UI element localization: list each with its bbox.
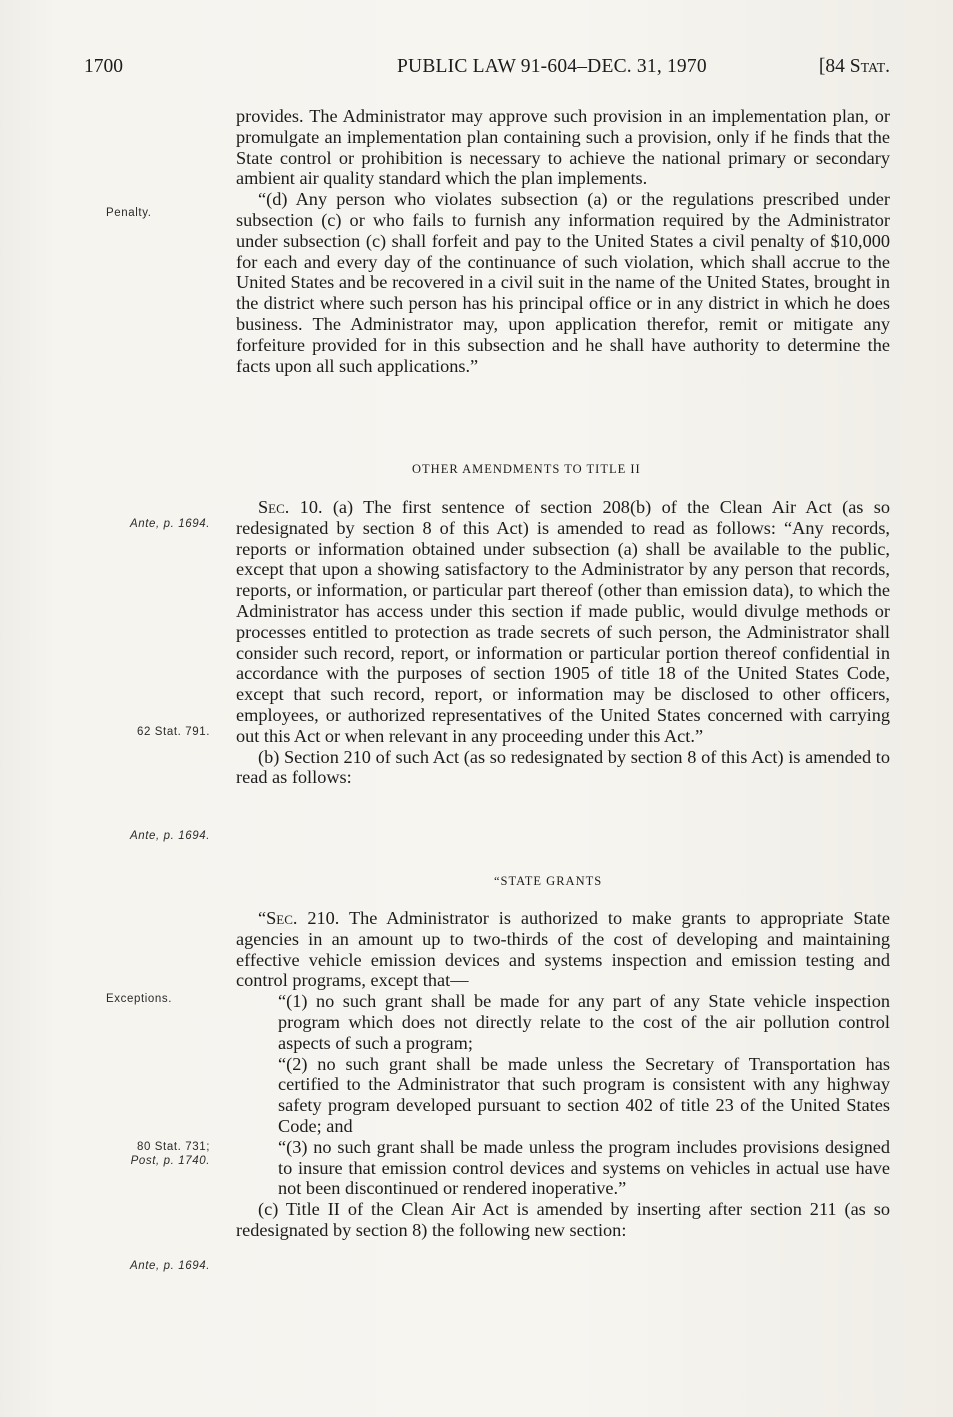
sec-10a-text: 10. (a) The first sentence of section 208(b) of the Clean Air Act (as so redesignated by section 8 of this Act) is amended to read as follows: “Any records, reports or information obtained under subsection (a) shall be available to the public, except that upon a showing satisfactory to the Administrator by any person that records, reports, or information, or particular part thereof (other than emission data), to which the Administrator has access under this section if made public, would divulge methods or processes entitled to protection as trade secrets of such person, the Administrator shall consider such record, report, or information or particular portion thereof confidential in accordance with the purposes of section 1905 of title 18 of the United States Code, except that such record, report, or information may be disclosed to other officers, employees, or authorized representatives of the United States concerned with carrying out this Act or when relevant in any proceeding under this Act.” xyxy=(236,497,890,746)
paragraph-sec-210 xyxy=(236,908,890,991)
page-header xyxy=(84,56,890,82)
margin-note-exceptions: Exceptions. xyxy=(106,993,173,1005)
sec-label-210: “Sec. xyxy=(258,908,298,928)
margin-note-penalty: Penalty. xyxy=(106,207,152,219)
paragraph-penalty-d: “(d) Any person who violates subsection (a) or the regulations prescribed under subsection (c) or who fails to furnish any information required by the Administrator under subsection (c) shall forfeit and pay to the United States a civil penalty of $10,000 for each and every day of the continuance of such violation, which shall accrue to the United States and be recovered in a civil suit in the name of the United States, brought in the district where such person has his principal office or in any district in which he does business. The Administrator may, upon application therefor, remit or mitigate any forfeiture provided for in this subsection and he shall have authority to determine the facts upon all such applications.” xyxy=(236,189,890,376)
section-heading-other-amendments: OTHER AMENDMENTS TO TITLE II xyxy=(412,462,641,476)
list-item-3: “(3) no such grant shall be made unless the program includes provisions designed to insure that emission control devices and systems on vehicles in actual use have not been discontinued or rendered inoperative.” xyxy=(278,1136,890,1199)
ante-ref-2: Ante, p. 1694. xyxy=(129,830,210,842)
running-title: PUBLIC LAW 91-604–DEC. 31, 1970 xyxy=(397,56,707,77)
statute-word: Stat. xyxy=(849,56,890,77)
sec-210-text: 210. The Administrator is authorized to make grants to appropriate State agencies in an amount up to two-thirds of the cost of developing and maintaining effective vehicle emission devices and systems inspection and emission testing and control programs, except that— xyxy=(236,908,890,991)
paragraph-sec-10a xyxy=(236,497,890,747)
margin-note-80-stat: 80 Stat. 731; xyxy=(136,1141,210,1153)
list-item-2: “(2) no such grant shall be made unless the Secretary of Transportation has certified to the Administrator that such program is consistent with any highway safety program developed pursuant to section 402 of title 23 of the United States Code; and xyxy=(278,1053,890,1136)
paragraph-provides: provides. The Administrator may approve such provision in an implementation plan, or promulgate an implementation plan containing such a provision, only if he finds that the State control or prohibition is necessary to achieve the national primary or secondary ambient air quality standard which the plan implements. xyxy=(236,106,890,189)
post-ref: Post, p. 1740. xyxy=(130,1155,210,1167)
statute-volume: [84 xyxy=(818,56,850,77)
body-text-sec210 xyxy=(236,908,890,1241)
list-item-1 xyxy=(236,991,890,1053)
margin-note-ante-1 xyxy=(70,517,210,531)
section-heading-state-grants: “STATE GRANTS xyxy=(494,874,603,888)
ante-ref-1: Ante, p. 1694. xyxy=(129,518,210,530)
statute-reference xyxy=(819,56,890,78)
item-1-text: “(1) no such grant shall be made for any part of any State vehicle inspection program which does not directly relate to the cost of the air pollution control aspects of such a program; xyxy=(278,991,890,1053)
margin-note-post xyxy=(70,1154,210,1168)
page-number: 1700 xyxy=(84,56,123,77)
margin-note-62-stat: 62 Stat. 791. xyxy=(136,726,210,738)
body-text xyxy=(236,106,890,376)
ante-ref-3: Ante, p. 1694. xyxy=(129,1260,210,1272)
margin-note-ante-2 xyxy=(70,829,210,843)
paragraph-sec-10b: (b) Section 210 of such Act (as so redesignated by section 8 of this Act) is amended to read as follows: xyxy=(236,746,890,788)
sec-label-10: Sec. xyxy=(258,497,290,517)
body-text-sec10 xyxy=(236,497,890,788)
margin-note-ante-3 xyxy=(70,1259,210,1273)
paragraph-sec-10c: (c) Title II of the Clean Air Act is amended by inserting after section 211 (as so redesignated by section 8) the following new section: xyxy=(236,1199,890,1240)
